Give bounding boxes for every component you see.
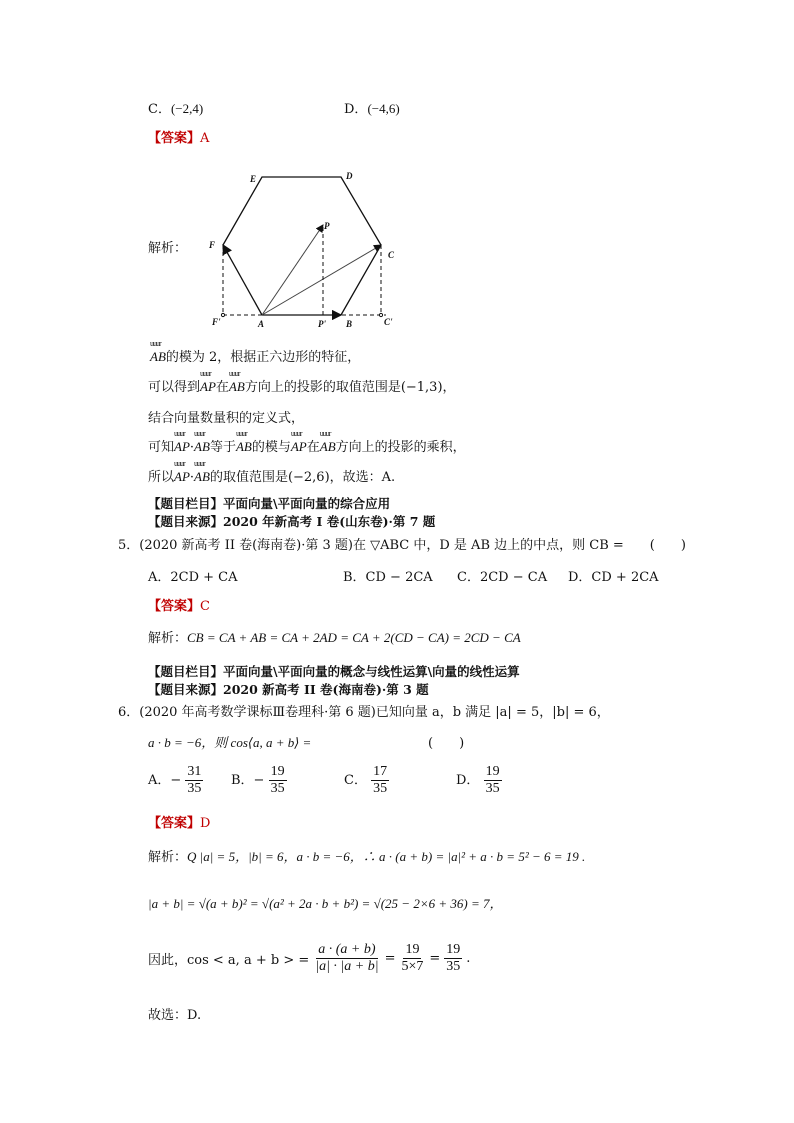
q5-option-a: A．2CD + CA xyxy=(148,570,238,585)
q5-answer xyxy=(148,595,210,614)
hexagon-side xyxy=(223,177,381,315)
q4-line2 xyxy=(148,376,456,395)
q6-step1 xyxy=(148,846,585,865)
vector-AB: uuur AB xyxy=(320,439,336,455)
answer-tag: 【答案】 xyxy=(148,131,201,146)
label-E: E xyxy=(250,174,257,184)
vector-AP: uuur AP xyxy=(174,469,190,485)
answer-tag: 【答案】 xyxy=(148,599,201,614)
option-value: (−2,4) xyxy=(170,101,204,116)
answer-value: A xyxy=(200,131,210,146)
analysis-math: CB = CA + AB = CA + 2AD = CA + 2(CD − CA) = 2CD − CA xyxy=(187,630,521,645)
period: . xyxy=(466,951,471,966)
numerator: 19 xyxy=(270,764,285,779)
answer-value: D xyxy=(200,816,211,831)
q5-option-c: C．2CD − CA xyxy=(457,570,548,585)
q4-analysis-label: 解析： xyxy=(148,241,188,256)
fraction xyxy=(185,764,203,797)
step-math: |a + b| = √(a + b)² = √(a² + 2a · b + b²) = √(25 − 2×6 + 36) = 7， xyxy=(148,896,503,911)
equals: = xyxy=(384,951,396,966)
fraction xyxy=(313,942,380,975)
text: 等于 xyxy=(209,440,236,455)
fraction xyxy=(484,764,502,797)
point-C1 xyxy=(379,313,382,316)
q4-option-d xyxy=(344,98,400,117)
text: 在 xyxy=(306,440,320,455)
q6-answer xyxy=(148,812,210,831)
q4-line5 xyxy=(148,466,395,485)
analysis-label: 解析： xyxy=(148,850,188,865)
text: 方向上的投影的取值范围是(−1,3)， xyxy=(244,380,456,395)
q5-option-b: B．CD − 2CA xyxy=(343,570,433,585)
label-C1: C' xyxy=(384,317,393,327)
numerator: a · (a + b) xyxy=(318,942,376,957)
option-label: D． xyxy=(344,102,368,117)
q4-answer xyxy=(148,127,209,146)
q6-option-c xyxy=(344,764,389,797)
vector-AC xyxy=(262,245,381,315)
q5-source: 【题目来源】2020 新高考 II 卷(海南卷)·第 3 题 xyxy=(148,682,429,697)
q4-option-c xyxy=(148,98,203,117)
text: 可以得到 xyxy=(148,380,201,395)
numerator: 19 xyxy=(485,764,500,779)
numerator: 31 xyxy=(187,764,202,779)
text: 可知 xyxy=(148,440,175,455)
vector-AB: uuur AB xyxy=(236,439,252,455)
q5-stem: 5．(2020 新高考 II 卷(海南卷)·第 3 题)在 ▽ABC 中，D 是 AB 边上的中点，则 CB = ( ) xyxy=(118,538,686,553)
step-math: Q |a| = 5，|b| = 6，a · b = −6，∴ a · (a + b) = |a|² + a · b = 5² − 6 = 19 . xyxy=(187,849,586,864)
q4-line4 xyxy=(148,436,466,455)
text: 在 xyxy=(215,380,229,395)
q6-answer-paren: ( ) xyxy=(428,736,465,751)
fraction xyxy=(444,942,462,975)
q6-option-d xyxy=(456,764,502,797)
text: 的取值范围是(−2,6)，故选：A. xyxy=(209,470,396,485)
vector-AP xyxy=(262,225,323,315)
vector-AB: uuur AB xyxy=(229,379,245,395)
vector-AB: uuur AB xyxy=(194,469,210,485)
text: 方向上的投影的乘积， xyxy=(335,440,466,455)
q6-option-a xyxy=(148,764,203,797)
option-label: B．− xyxy=(231,773,265,788)
fraction xyxy=(371,764,389,797)
vector-AP: uuur AP xyxy=(174,439,190,455)
denominator: 35 xyxy=(373,781,388,796)
answer-tag: 【答案】 xyxy=(148,816,201,831)
label-A: A xyxy=(258,319,265,329)
q4-source: 【题目来源】2020 年新高考 I 卷(山东卷)·第 7 题 xyxy=(148,514,436,529)
q6-stem: 6．(2020 年高考数学课标Ⅲ卷理科·第 6 题)已知向量 a，b 满足 |a| = 5，|b| = 6， xyxy=(118,705,610,720)
label-F: F xyxy=(209,240,216,250)
text: 所以 xyxy=(148,470,175,485)
vector-AB: uuur AB xyxy=(194,439,210,455)
equals: = xyxy=(429,951,441,966)
label-C: C xyxy=(388,250,395,260)
q4-line3: 结合向量数量积的定义式， xyxy=(148,411,305,426)
denominator: |a| · |a + b| xyxy=(315,959,379,974)
q6-stem-line2 xyxy=(148,732,311,751)
numerator: 19 xyxy=(405,942,420,957)
numerator: 17 xyxy=(373,764,388,779)
q6-option-b xyxy=(231,764,287,797)
vector-AP: uuur AP xyxy=(200,379,216,395)
fraction xyxy=(399,942,425,975)
denominator: 5×7 xyxy=(401,959,424,974)
q5-column: 【题目栏目】平面向量\平面向量的概念与线性运算\向量的线性运算 xyxy=(148,664,520,679)
q5-option-d: D．CD + 2CA xyxy=(568,570,659,585)
q4-line1 xyxy=(150,346,360,365)
denominator: 35 xyxy=(187,781,202,796)
option-label: C． xyxy=(344,773,367,788)
dot: · xyxy=(189,440,195,455)
option-label: A．− xyxy=(148,773,182,788)
step-text: 因此，cos < a, a + b > = xyxy=(148,953,310,968)
point-F1 xyxy=(221,313,224,316)
analysis-label: 解析： xyxy=(148,631,188,646)
label-P1: P' xyxy=(318,319,326,329)
q5-analysis xyxy=(148,627,521,646)
vector-AF xyxy=(223,245,262,315)
option-label: C． xyxy=(148,102,171,117)
denominator: 35 xyxy=(446,959,461,974)
answer-value: C xyxy=(200,599,210,614)
dot: · xyxy=(189,470,195,485)
text: 的模与 xyxy=(251,440,291,455)
vector-AP: uuur AP xyxy=(291,439,307,455)
label-B: B xyxy=(346,319,353,329)
q6-conclusion: 故选：D. xyxy=(148,1008,202,1023)
label-D: D xyxy=(346,171,353,181)
label-F1: F' xyxy=(212,317,221,327)
option-label: D． xyxy=(456,773,480,788)
fraction xyxy=(269,764,287,797)
q6-step3 xyxy=(148,942,470,975)
option-value: (−4,6) xyxy=(367,101,400,116)
denominator: 35 xyxy=(485,781,500,796)
hexagon-diagram xyxy=(200,165,410,335)
q6-step2 xyxy=(148,893,502,912)
condition: a · b = −6，则 cos⟨a, a + b⟩ = xyxy=(148,735,312,750)
q4-column: 【题目栏目】平面向量\平面向量的综合应用 xyxy=(148,496,391,511)
text: 的模为 2，根据正六边形的特征， xyxy=(165,350,361,365)
denominator: 35 xyxy=(270,781,285,796)
vector-AB: uuur AB xyxy=(150,349,166,365)
label-P: P xyxy=(324,221,330,231)
numerator: 19 xyxy=(446,942,461,957)
